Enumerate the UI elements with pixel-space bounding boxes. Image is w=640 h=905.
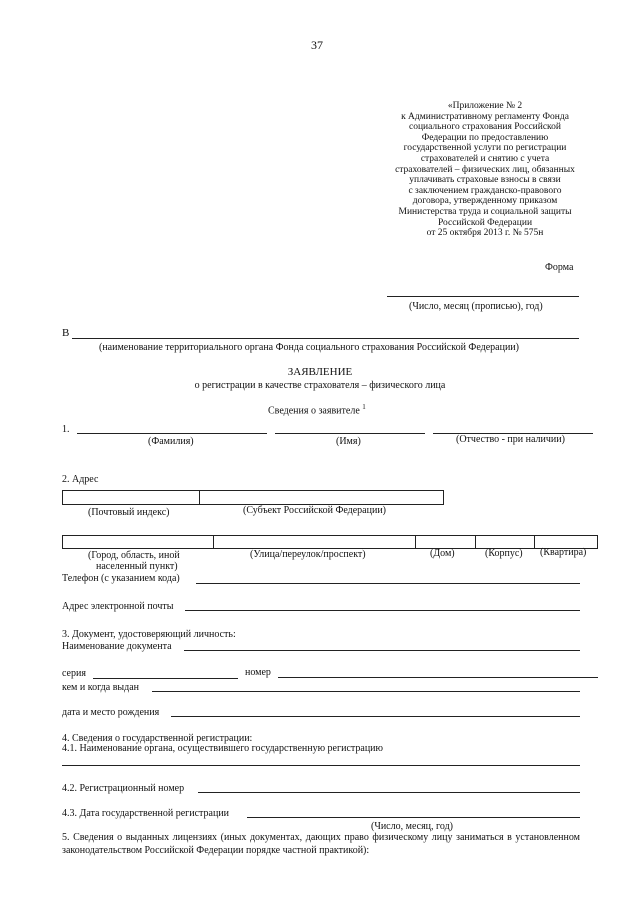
appendix-block bbox=[360, 101, 610, 239]
email-label: Адрес электронной почты bbox=[62, 601, 174, 612]
page-number: 37 bbox=[311, 38, 323, 52]
region-box[interactable] bbox=[199, 490, 444, 505]
appendix-line: социального страхования Российской bbox=[408, 122, 562, 133]
item1-number: 1. bbox=[62, 424, 70, 435]
registration-authority-label: 4.1. Наименование органа, осуществившего государственную регистрацию bbox=[62, 743, 383, 754]
appendix-line: страхователей и снятию с учета bbox=[420, 153, 550, 164]
building-caption: (Корпус) bbox=[485, 548, 523, 559]
appendix-line: от 25 октября 2013 г. № 575н bbox=[426, 228, 544, 239]
form-label: Форма bbox=[545, 262, 574, 273]
appendix-line: к Административному регламенту Фонда bbox=[401, 111, 569, 122]
building-box[interactable] bbox=[475, 535, 535, 549]
date-caption: (Число, месяц (прописью), год) bbox=[409, 301, 543, 312]
registration-date-field[interactable] bbox=[247, 817, 580, 818]
issued-field[interactable] bbox=[152, 691, 580, 692]
territorial-body-caption: (наименование территориального органа Фонда социального страхования Российской Федерации) bbox=[99, 342, 519, 353]
name-caption: (Имя) bbox=[336, 436, 361, 447]
appendix-line: Министерства труда и социальной защиты bbox=[398, 206, 572, 217]
name-field[interactable] bbox=[275, 433, 425, 434]
appendix-line: уплачивать страховые взносы в связи bbox=[409, 175, 561, 186]
document-subtitle: о регистрации в качестве страхователя – физического лица bbox=[194, 380, 446, 391]
section-header-text: Сведения о заявителе bbox=[268, 405, 360, 417]
region-caption: (Субъект Российской Федерации) bbox=[243, 505, 387, 516]
apartment-caption: (Квартира) bbox=[540, 547, 587, 558]
licenses-text: 5. Сведения о выданных лицензиях (иных документах, дающих право физическому лицу заниматься в установленном законодательством Российской Федерации порядке частной практикой): bbox=[62, 832, 580, 856]
phone-label: Телефон (с указанием кода) bbox=[62, 573, 180, 584]
patronymic-caption: (Отчество - при наличии) bbox=[456, 434, 565, 445]
date-field[interactable] bbox=[387, 296, 579, 297]
birth-field[interactable] bbox=[171, 716, 580, 717]
issued-label: кем и когда выдан bbox=[62, 682, 140, 693]
house-caption: (Дом) bbox=[430, 548, 455, 559]
appendix-line: государственной услуги по регистрации bbox=[403, 143, 567, 154]
address-label: 2. Адрес bbox=[62, 474, 99, 485]
postal-code-caption: (Почтовый индекс) bbox=[88, 507, 170, 518]
identity-doc-label: 3. Документ, удостоверяющий личность: bbox=[62, 629, 236, 640]
section-header bbox=[268, 403, 366, 416]
registration-date-caption: (Число, месяц, год) bbox=[371, 821, 453, 832]
street-caption: (Улица/переулок/проспект) bbox=[250, 549, 366, 560]
registration-date-label: 4.3. Дата государственной регистрации bbox=[62, 808, 230, 819]
birth-label: дата и место рождения bbox=[62, 707, 160, 718]
email-field[interactable] bbox=[185, 610, 580, 611]
appendix-line: договора, утвержденному приказом bbox=[412, 196, 558, 207]
doc-number-label: номер bbox=[245, 667, 271, 678]
doc-number-field[interactable] bbox=[278, 677, 598, 678]
doc-name-label: Наименование документа bbox=[62, 641, 172, 652]
registration-authority-field[interactable] bbox=[62, 765, 580, 766]
series-field[interactable] bbox=[93, 678, 238, 679]
registration-number-field[interactable] bbox=[198, 792, 580, 793]
series-label: серия bbox=[62, 668, 86, 679]
street-box[interactable] bbox=[213, 535, 416, 549]
document-title: ЗАЯВЛЕНИЕ bbox=[287, 366, 353, 378]
territorial-body-field[interactable] bbox=[72, 338, 579, 339]
appendix-line: страхователей – физических лиц, обязанных bbox=[395, 164, 575, 175]
city-caption-2: населенный пункт) bbox=[96, 561, 178, 572]
appendix-line: с заключением гражданско-правового bbox=[408, 185, 562, 196]
surname-caption: (Фамилия) bbox=[148, 436, 194, 447]
postal-code-box[interactable] bbox=[62, 490, 200, 505]
house-box[interactable] bbox=[415, 535, 476, 549]
appendix-line: «Приложение № 2 bbox=[447, 101, 523, 111]
phone-field[interactable] bbox=[196, 583, 580, 584]
registration-number-label: 4.2. Регистрационный номер bbox=[62, 783, 185, 794]
footnote-mark: 1 bbox=[362, 403, 366, 411]
appendix-line: Федерации по предоставлению bbox=[421, 132, 549, 143]
city-box[interactable] bbox=[62, 535, 214, 549]
state-registration-label: 4. Сведения о государственной регистрации: bbox=[62, 733, 253, 744]
surname-field[interactable] bbox=[77, 433, 267, 434]
doc-name-field[interactable] bbox=[184, 650, 580, 651]
appendix-line: Российской Федерации bbox=[437, 217, 533, 228]
city-caption-1: (Город, область, иной bbox=[88, 550, 180, 561]
to-prefix: В bbox=[62, 327, 70, 339]
